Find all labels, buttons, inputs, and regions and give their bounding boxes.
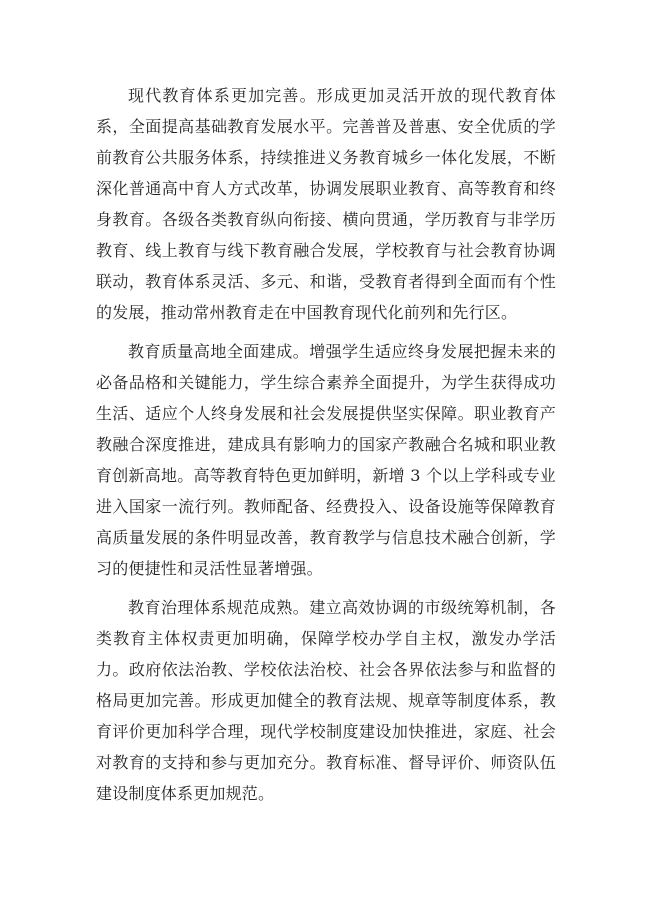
paragraph-modern-education-system: 现代教育体系更加完善。形成更加灵活开放的现代教育体系，全面提高基础教育发展水平。完善普及普惠、安全优质的学前教育公共服务体系，持续推进义务教育城乡一体化发展，不断深化普通高中育人方式改革，协调发展职业教育、高等教育和终身教育。各级各类教育纵向衔接、横向贯通，学历教育与非学历教育、线上教育与线下教育融合发展，学校教育与社会教育协调联动，教育体系灵活、多元、和谐，受教育者得到全面而有个性的发展，推动常州教育走在中国教育现代化前列和先行区。 <box>96 86 556 322</box>
document-body <box>96 80 556 817</box>
paragraph-education-governance: 教育治理体系规范成熟。建立高效协调的市级统筹机制，各类教育主体权责更加明确，保障学校办学自主权，激发办学活力。政府依法治教、学校依法治校、社会各界依法参与和监督的格局更加完善。形成更加健全的教育法规、规章等制度体系，教育评价更加科学合理，现代学校制度建设加快推进，家庭、社会对教育的支持和参与更加充分。教育标准、督导评价、师资队伍建设制度体系更加规范。 <box>96 598 556 803</box>
paragraph-education-quality: 教育质量高地全面建成。增强学生适应终身发展把握未来的必备品格和关键能力，学生综合素养全面提升，为学生获得成功生活、适应个人终身发展和社会发展提供坚实保障。职业教育产教融合深度推进，建成具有影响力的国家产教融合名城和职业教育创新高地。高等教育特色更加鲜明，新增 3 个以上学科或专业进入国家一流行列。教师配备、经费投入、设备设施等保障教育高质量发展的条件明显改善，教育教学与信息技术融合创新，学习的便捷性和灵活性显著增强。 <box>96 342 556 578</box>
